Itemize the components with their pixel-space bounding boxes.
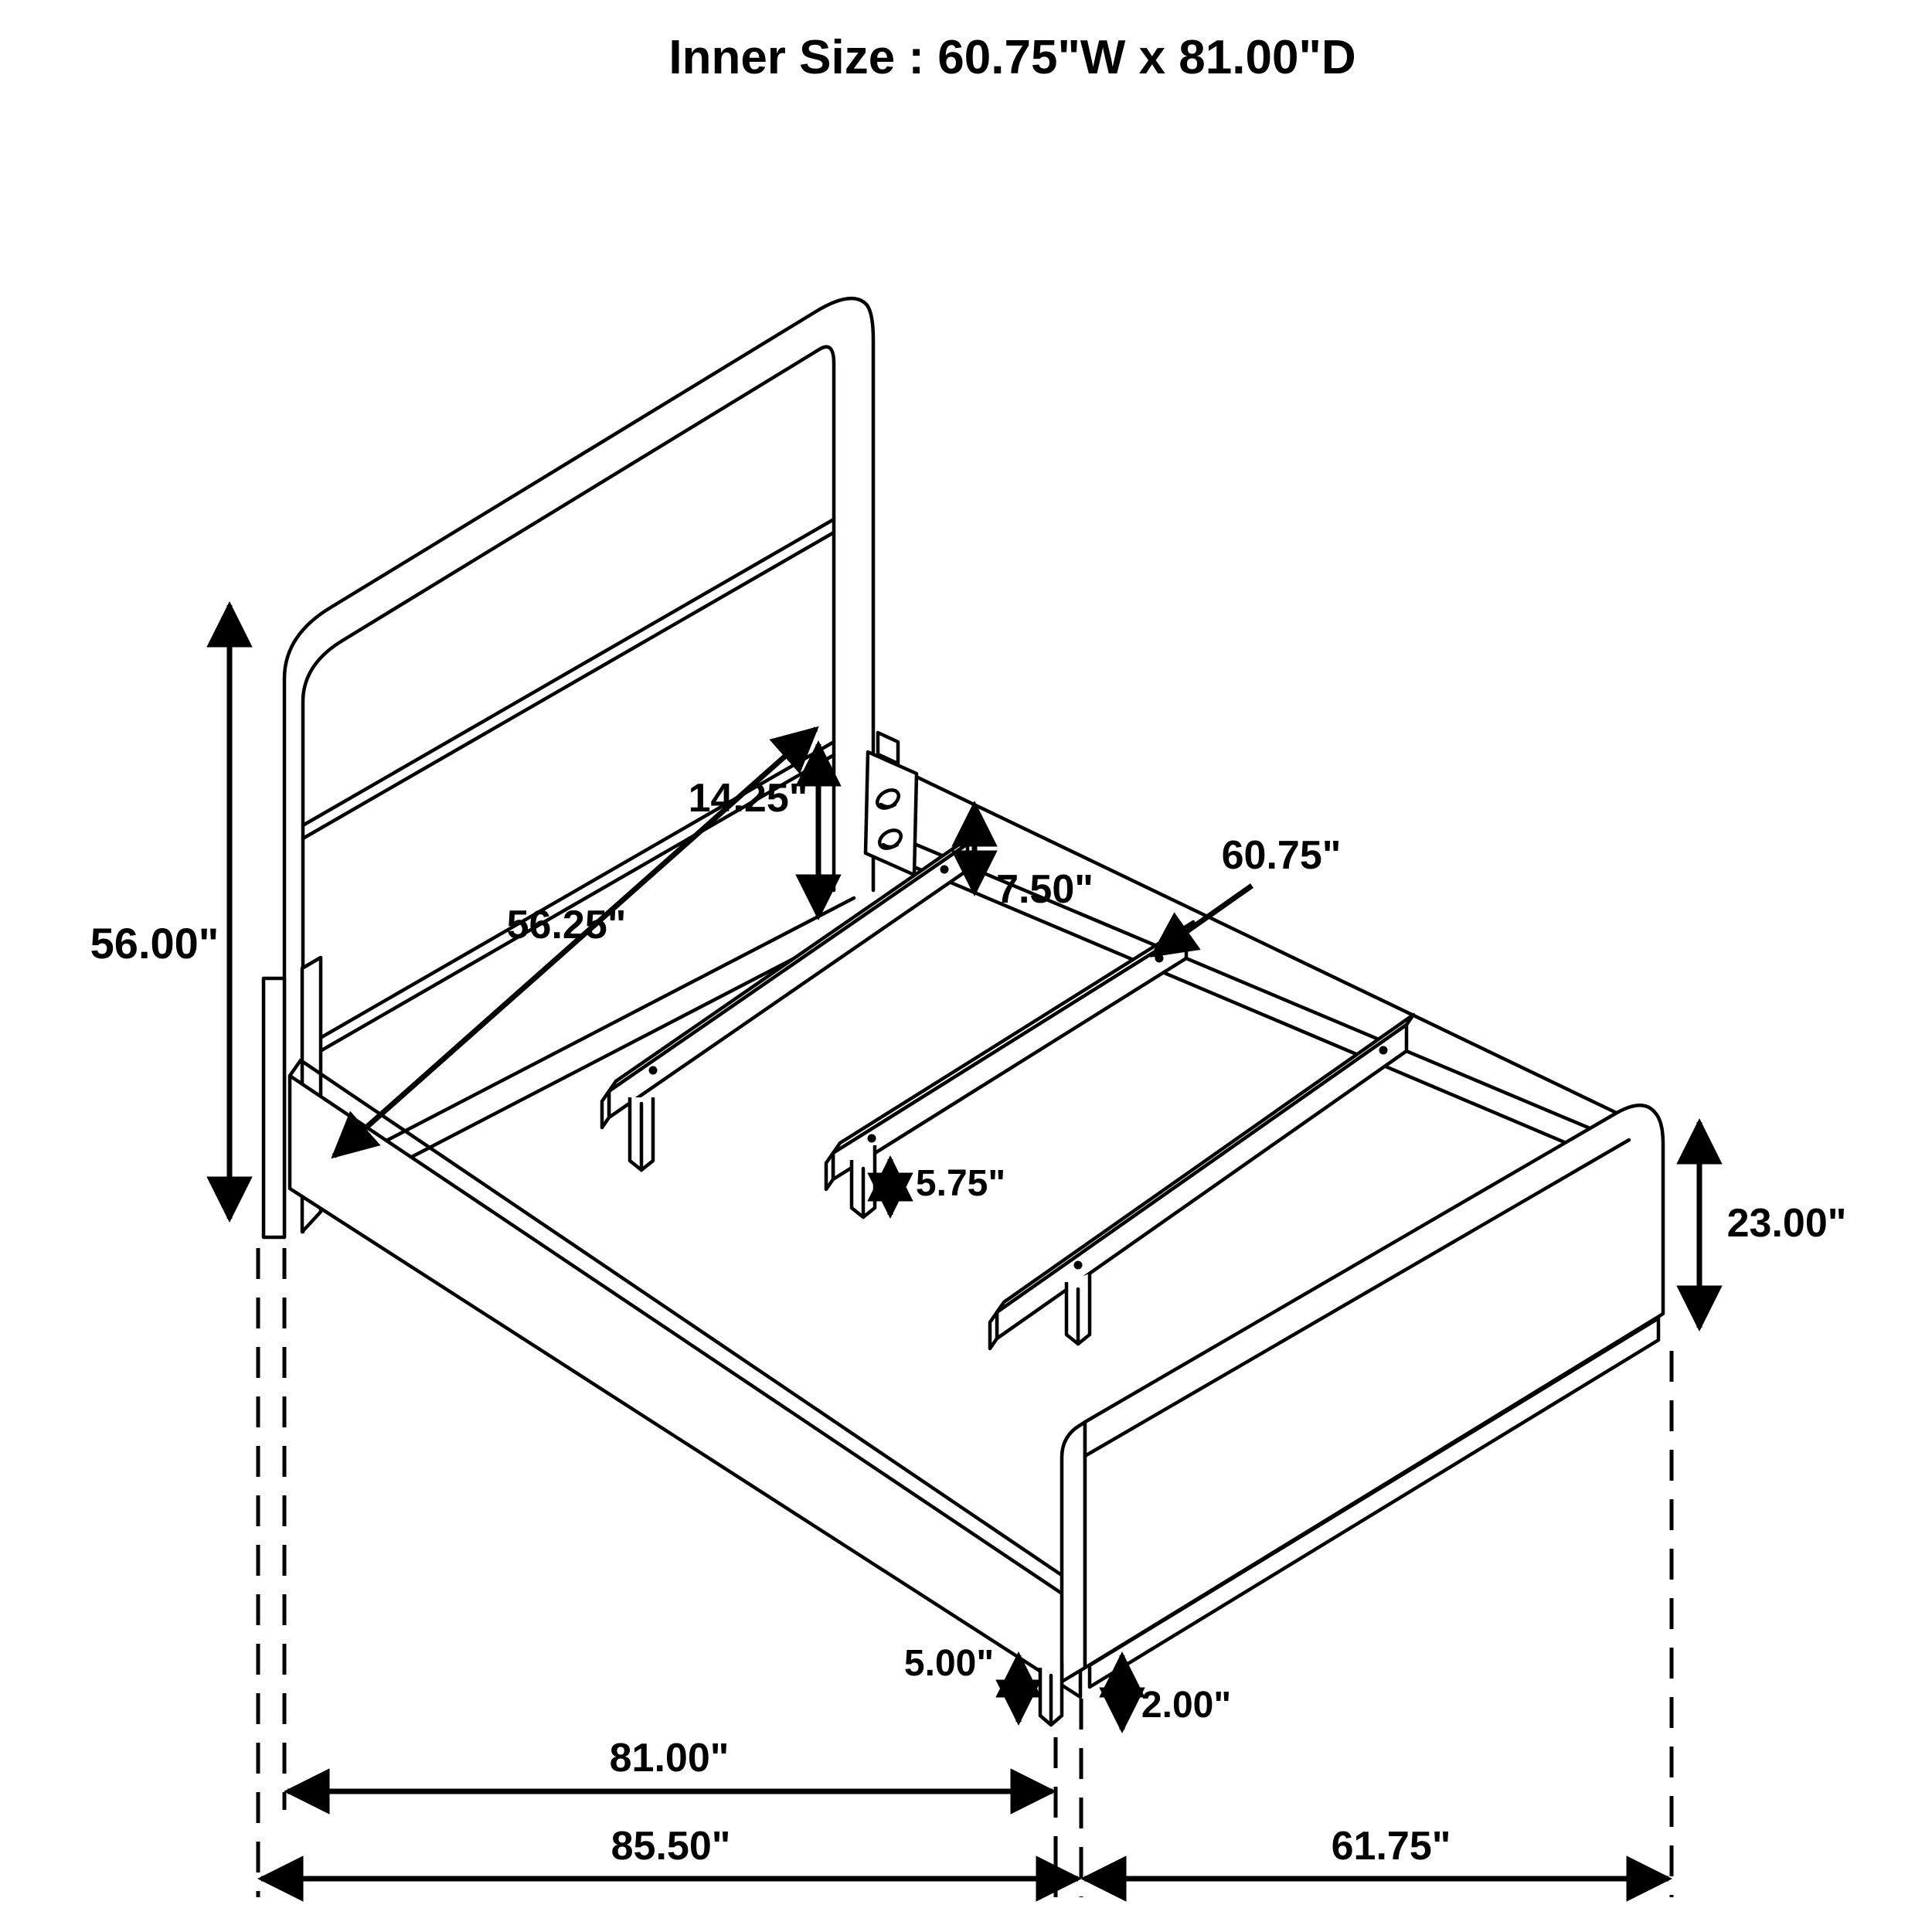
dim-label-5-00: 5.00" — [903, 1643, 995, 1684]
dim-footboard-height — [1699, 1122, 1846, 1328]
back-side-rail — [889, 764, 1623, 1167]
footboard-left-stile — [1062, 1422, 1085, 1682]
dim-rail-floor-clearance — [904, 1643, 1019, 1722]
headboard-leg-front — [264, 978, 284, 1237]
dim-label-56-00: 56.00" — [90, 919, 219, 968]
dim-label-56-25: 56.25" — [506, 903, 627, 947]
dim-label-23-00: 23.00" — [1726, 1201, 1847, 1246]
dim-label-2-00: 2.00" — [1141, 1685, 1232, 1726]
dim-label-61-75: 61.75" — [1331, 1824, 1451, 1869]
dim-headboard-opening — [689, 744, 818, 917]
dim-label-7-50: 7.50" — [996, 867, 1094, 912]
bed-drawing — [264, 298, 1663, 1725]
dim-footboard-base-height — [1122, 1655, 1231, 1730]
dim-overall-length — [261, 1824, 1078, 1879]
headboard-outer-edge — [284, 298, 873, 1237]
front-side-rail — [290, 1060, 1087, 1697]
dim-label-85-50: 85.50" — [611, 1824, 731, 1869]
diagram-title: Inner Size : 60.75"W x 81.00"D — [668, 31, 1356, 84]
dim-label-81-00: 81.00" — [609, 1736, 730, 1781]
dim-overall-width — [1084, 1824, 1668, 1879]
slat-2 — [826, 922, 1193, 1217]
dim-support-leg-height — [890, 1159, 1005, 1215]
dim-label-60-75: 60.75" — [1221, 833, 1342, 878]
footboard — [1040, 1105, 1663, 1725]
dim-label-5-75: 5.75" — [915, 1163, 1006, 1204]
dim-headboard-height — [90, 605, 230, 1219]
dim-label-14-25: 14.25" — [688, 776, 808, 821]
dim-inner-length — [287, 1736, 1053, 1791]
headboard-mounting-bracket — [866, 733, 917, 875]
